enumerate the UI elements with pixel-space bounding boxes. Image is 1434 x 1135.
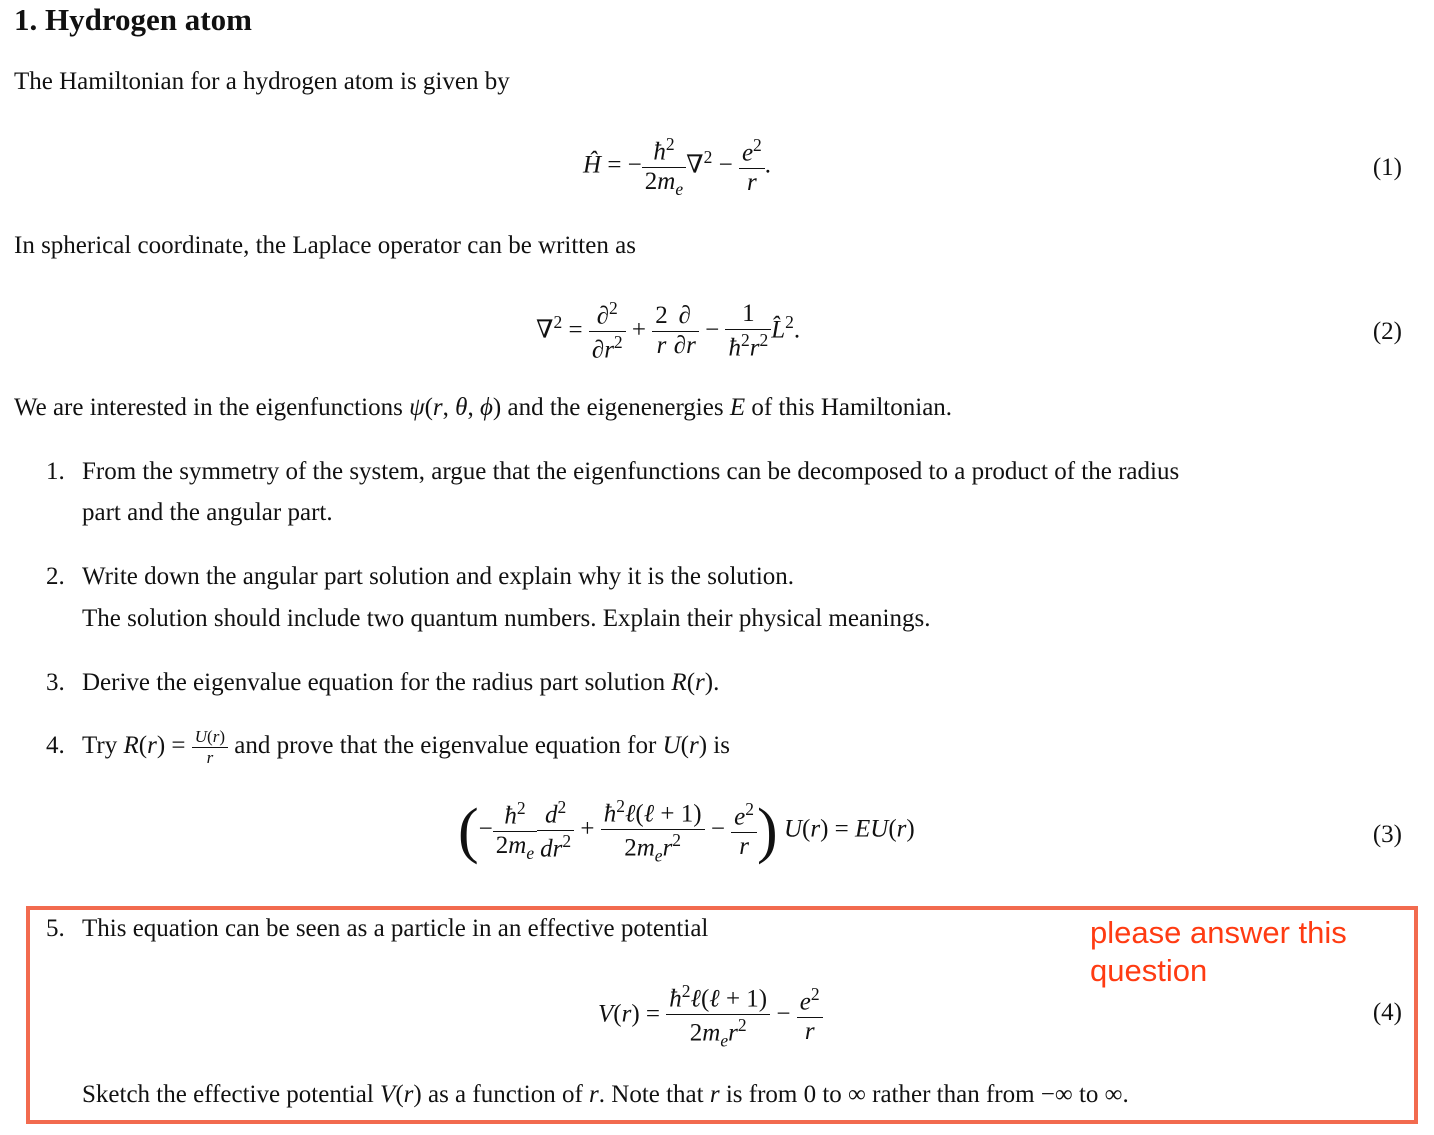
list-item-1: 1. From the symmetry of the system, argue that the eigenfunctions can be decomposed to a product of the radius	[46, 458, 1180, 485]
equation-3: (− $\frac{ħ^2}{2m_e}$ $\frac{d^2}{dr^2}$ + $\frac{ħ^2\ell(\ell + 1)}{2m_er^2}$ − $\frac{e^2}{r}$ ) U(r) = EU(r)	[458, 796, 915, 866]
equation-number-4: (4)	[1372, 999, 1402, 1026]
intro-paragraph: The Hamiltonian for a hydrogen atom is given by	[14, 68, 510, 95]
list-item-2: 2. Write down the angular part solution and explain why it is the solution.	[46, 563, 795, 590]
sketch-instruction: Sketch the effective potential V(r) as a function of r. Note that r is from 0 to ∞ rather than from −∞ to ∞.	[82, 1081, 1129, 1108]
list-item-5: 5. This equation can be seen as a particle in an effective potential	[46, 915, 709, 942]
equation-4: V(r) = $\frac{ħ^2\ell(\ell + 1)}{2m_er^2}$ − $\frac{e^2}{r}$	[598, 981, 823, 1051]
list-item-1-continuation: part and the angular part.	[82, 499, 333, 526]
equation-1: Ĥ = − $\frac{ħ^2}{2m_e}$ ∇$^2$ − $\frac{e^2}{r}$ .	[583, 134, 772, 200]
eigen-paragraph: We are interested in the eigenfunctions ψ(r, θ, ϕ) and the eigenenergies E of this Hamiltonian.	[14, 394, 953, 421]
list-item-2-continuation: The solution should include two quantum numbers. Explain their physical meanings.	[82, 605, 931, 632]
equation-number-3: (3)	[1372, 821, 1402, 848]
annotation-note: please answer this question	[1090, 915, 1347, 988]
equation-number-2: (2)	[1372, 318, 1402, 345]
laplace-paragraph: In spherical coordinate, the Laplace operator can be written as	[14, 232, 636, 259]
list-item-3: 3. Derive the eigenvalue equation for the radius part solution R(r).	[46, 669, 720, 696]
equation-number-1: (1)	[1372, 154, 1402, 181]
equation-2: ∇$^2$ = $\frac{\partial^2}{\partial r^2}$ + $\frac{2}{r}$ $\frac{\partial}{\partial r}$ − $\frac{1}{ħ^2r^2}$ L̂$^2$.	[536, 298, 801, 364]
list-item-4: 4. Try R(r) = $\frac{U(r)}{r}$ and prove that the eigenvalue equation for U(r) is	[46, 727, 730, 767]
section-title: 1. Hydrogen atom	[14, 2, 252, 37]
